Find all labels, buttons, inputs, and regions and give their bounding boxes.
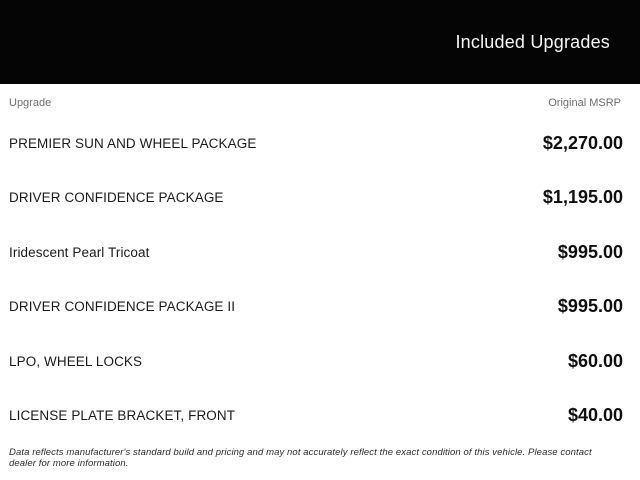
upgrade-price: $60.00 [567, 350, 623, 371]
upgrade-price: $1,195.00 [542, 187, 623, 208]
page-title: Included Upgrades [455, 31, 610, 52]
header-banner [0, 0, 640, 84]
table-column-headers [0, 84, 640, 110]
upgrade-name: LICENSE PLATE BRACKET, FRONT [9, 408, 236, 424]
upgrades-table [0, 116, 640, 443]
table-row [0, 389, 640, 444]
upgrade-price: $40.00 [567, 405, 623, 426]
disclaimer-text: Data reflects manufacturer's standard build and pricing and may not accurately reflect the exact condition of this vehicle. Please contact dealer for more information. [9, 447, 592, 469]
table-row [0, 280, 640, 335]
upgrade-price: $995.00 [557, 296, 623, 317]
upgrade-name: PREMIER SUN AND WHEEL PACKAGE [9, 135, 257, 151]
table-row [0, 225, 640, 280]
upgrade-price: $2,270.00 [542, 132, 623, 153]
upgrade-name: Iridescent Pearl Tricoat [9, 244, 150, 260]
table-row [0, 171, 640, 226]
upgrade-name: DRIVER CONFIDENCE PACKAGE [9, 190, 224, 206]
column-header-upgrade: Upgrade [9, 97, 52, 109]
upgrade-name: DRIVER CONFIDENCE PACKAGE II [9, 299, 236, 315]
column-header-msrp: Original MSRP [548, 97, 621, 109]
upgrade-name: LPO, WHEEL LOCKS [9, 353, 143, 369]
table-row [0, 116, 640, 171]
upgrade-price: $995.00 [557, 241, 623, 262]
table-row [0, 334, 640, 389]
